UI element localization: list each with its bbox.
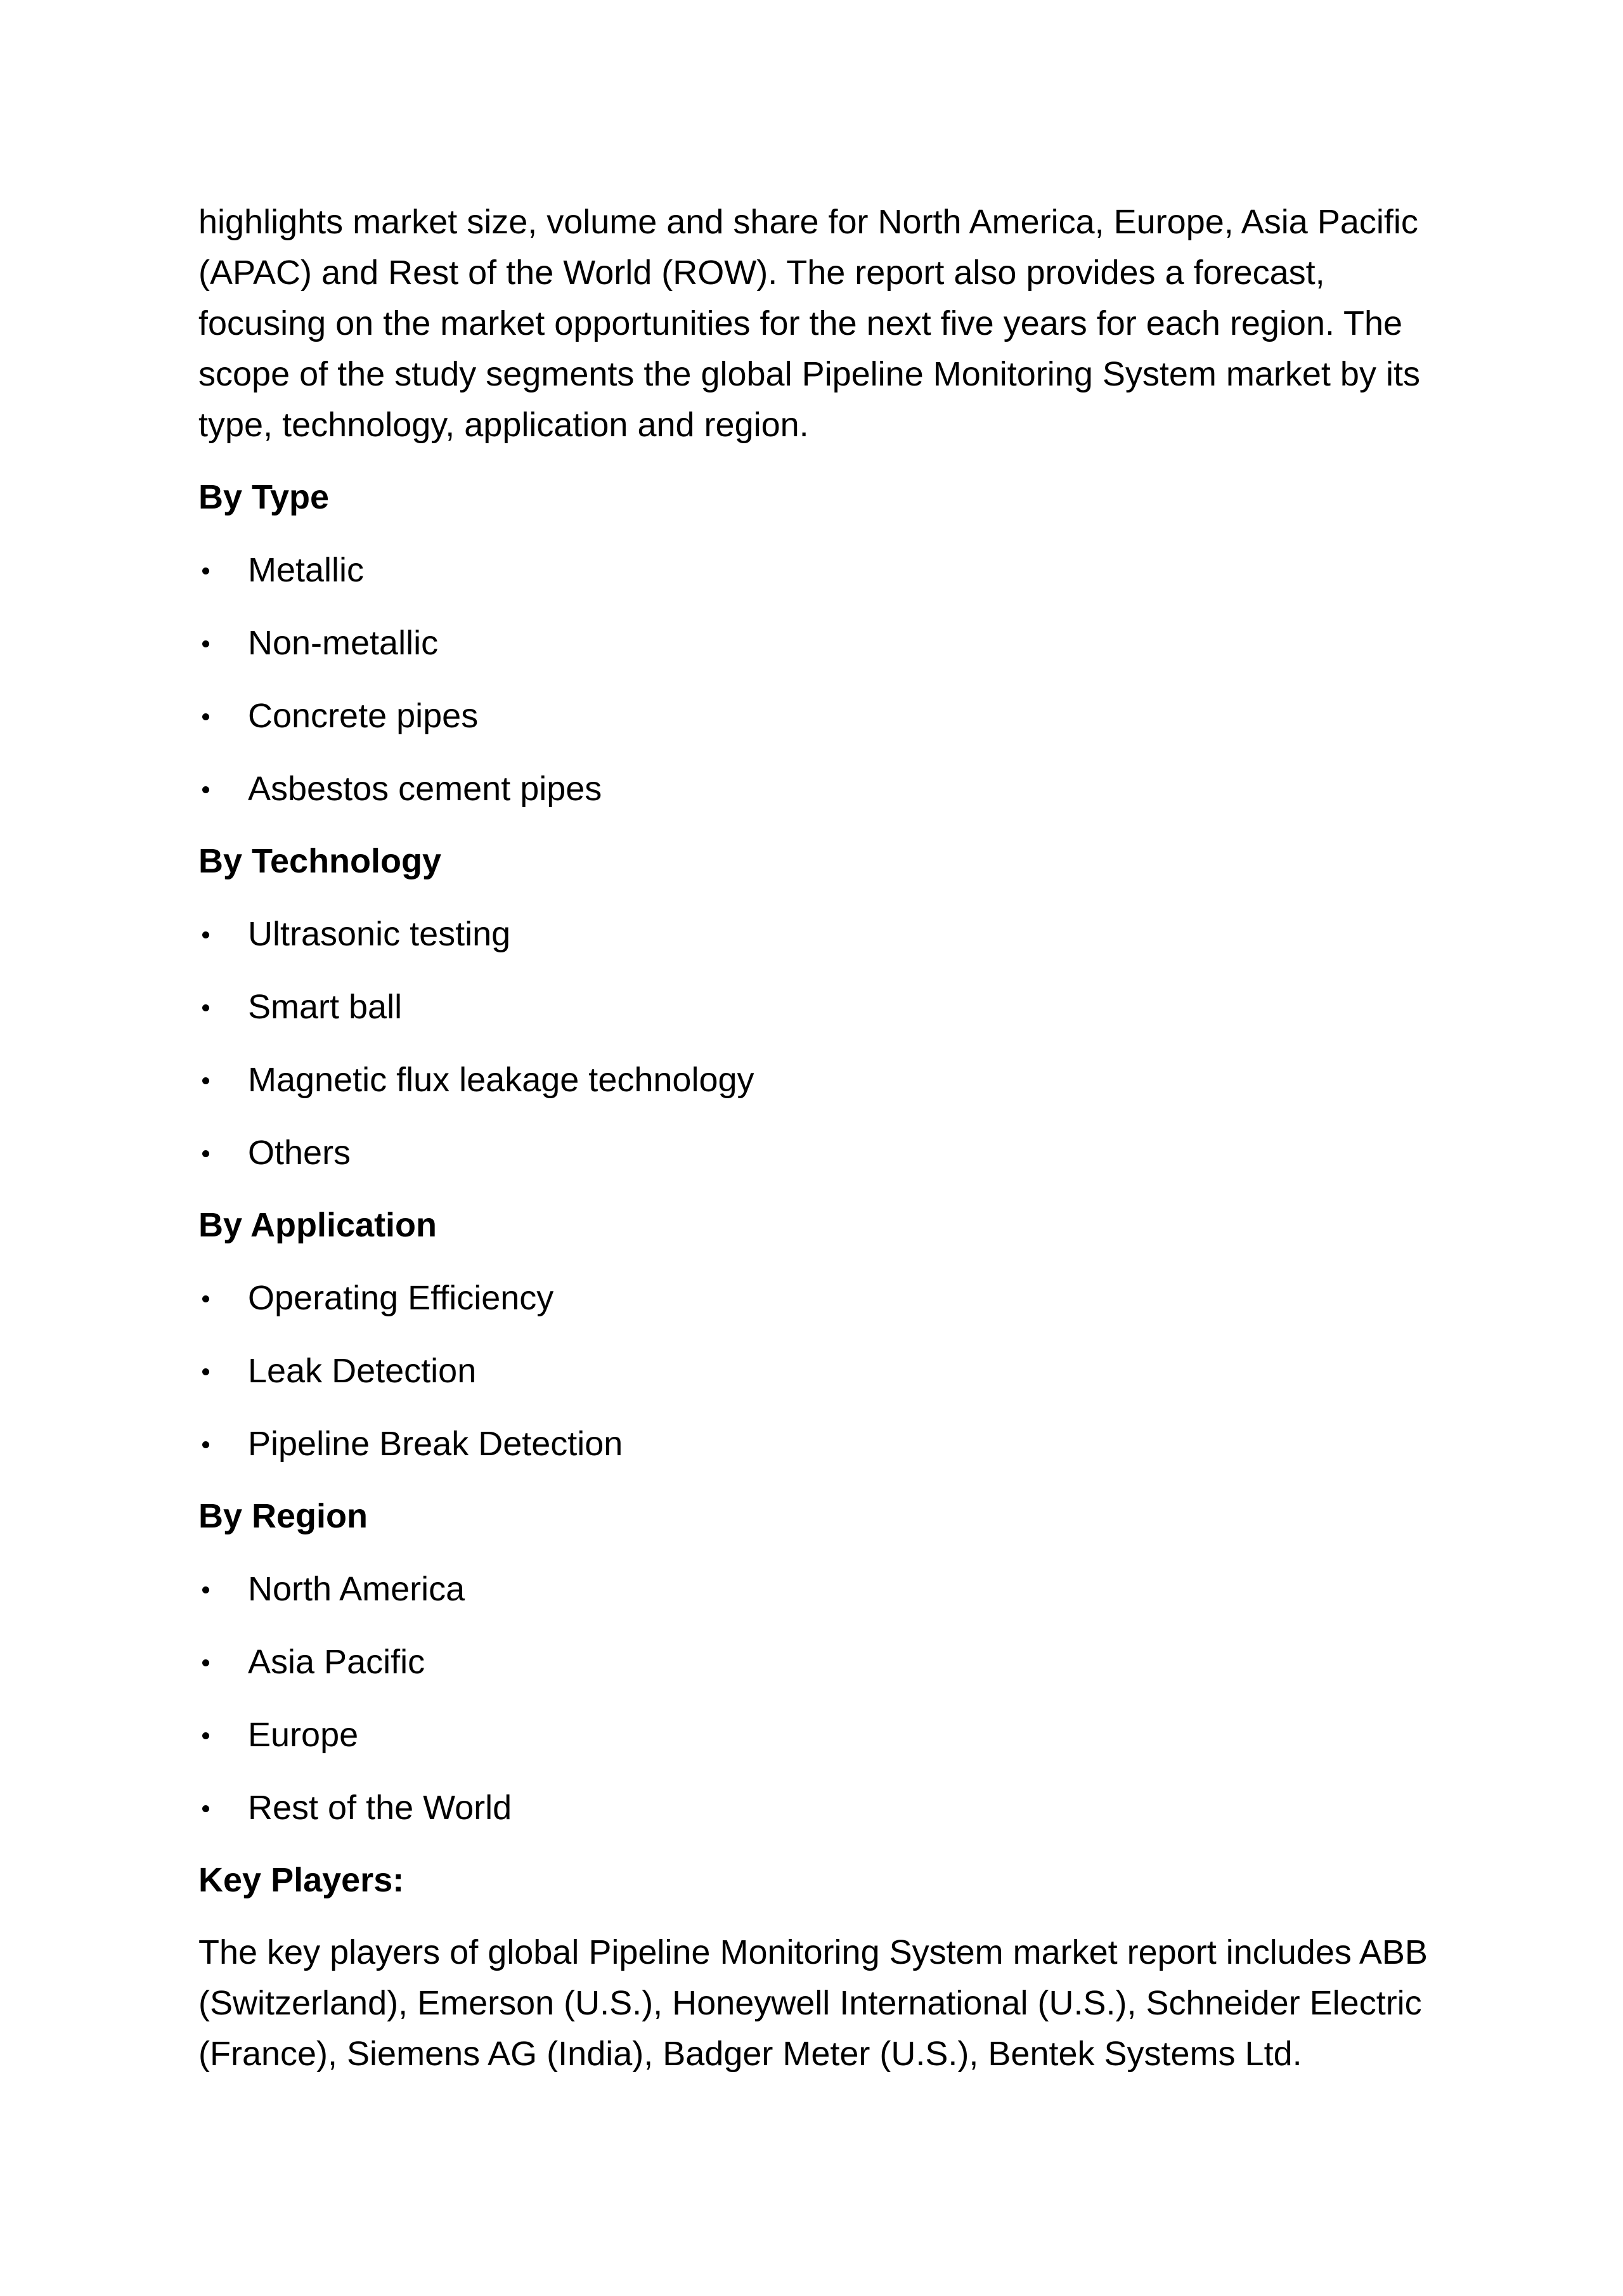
type-list (198, 545, 1454, 814)
bullet-icon (202, 1732, 209, 1739)
list-item (198, 618, 1454, 668)
list-item (198, 1273, 1454, 1323)
bullet-icon (202, 1368, 209, 1375)
list-item-label: Smart ball (248, 988, 403, 1026)
list-item-label: Ultrasonic testing (248, 915, 511, 953)
bullet-icon (202, 1004, 209, 1011)
technology-list (198, 909, 1454, 1178)
list-item (198, 1054, 1454, 1105)
list-item (198, 1637, 1454, 1687)
bullet-icon (202, 1441, 209, 1448)
bullet-icon (202, 1295, 209, 1302)
list-item-label: Europe (248, 1716, 359, 1754)
list-item-label: Magnetic flux leakage technology (248, 1061, 754, 1099)
bullet-icon (202, 1805, 209, 1812)
list-item-label: Others (248, 1134, 351, 1172)
list-item-label: Non-metallic (248, 624, 439, 662)
list-item (198, 982, 1454, 1032)
list-item-label: Leak Detection (248, 1352, 477, 1390)
section-heading-application: By Application (198, 1206, 437, 1244)
list-item (198, 1564, 1454, 1614)
section-heading-type: By Type (198, 478, 330, 516)
list-item (198, 763, 1454, 814)
bullet-icon (202, 1150, 209, 1157)
list-item-label: Operating Efficiency (248, 1279, 554, 1317)
list-item (198, 1709, 1454, 1760)
list-item-label: North America (248, 1570, 465, 1608)
list-item-label: Asbestos cement pipes (248, 770, 602, 808)
bullet-icon (202, 1077, 209, 1084)
bullet-icon (202, 1586, 209, 1593)
list-item (198, 1346, 1454, 1396)
list-item (198, 545, 1454, 595)
region-list (198, 1564, 1454, 1833)
section-heading-region: By Region (198, 1497, 368, 1535)
bullet-icon (202, 931, 209, 938)
list-item-label: Metallic (248, 551, 365, 589)
bullet-icon (202, 1659, 209, 1666)
key-players-heading: Key Players: (198, 1861, 404, 1899)
key-players-paragraph: The key players of global Pipeline Monitoring System market report includes ABB (Switzerland), Emerson (U.S.), Honeywell International (U.S.), Schneider Electric (France), Siemens AG (India), Badger Meter (U.S.), Bentek Systems Ltd. (198, 1933, 1428, 2073)
section-heading-technology: By Technology (198, 842, 442, 880)
list-item (198, 909, 1454, 959)
intro-paragraph: highlights market size, volume and share for North America, Europe, Asia Pacific (APAC) and Rest of the World (ROW). The report also provides a forecast, focusing on the market opportunities for the next five years for each region. The scope of the study segments the global Pipeline Monitoring System market by its type, technology, application and region. (198, 203, 1420, 444)
list-item-label: Rest of the World (248, 1789, 512, 1827)
list-item (198, 691, 1454, 741)
bullet-icon (202, 640, 209, 647)
bullet-icon (202, 713, 209, 720)
list-item (198, 1127, 1454, 1178)
bullet-icon (202, 786, 209, 793)
list-item-label: Concrete pipes (248, 697, 479, 735)
list-item (198, 1782, 1454, 1833)
application-list (198, 1273, 1454, 1469)
list-item-label: Asia Pacific (248, 1643, 425, 1681)
document-page (198, 197, 1454, 2079)
list-item-label: Pipeline Break Detection (248, 1425, 623, 1463)
list-item (198, 1418, 1454, 1469)
bullet-icon (202, 568, 209, 574)
